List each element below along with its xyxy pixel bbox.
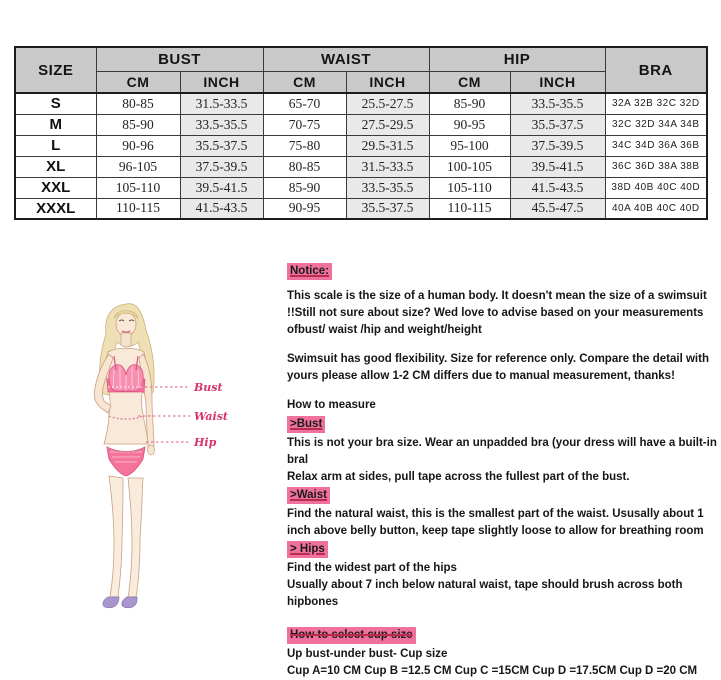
bust-inch-cell: 41.5-43.5 xyxy=(180,198,263,219)
bust-section-heading: >Bust xyxy=(287,416,325,433)
subheader-bust-cm: CM xyxy=(96,71,180,93)
hips-section-heading: > Hips xyxy=(287,541,328,558)
bra-cell: 36C 36D 38A 38B xyxy=(605,156,707,177)
bust-cm-cell: 85-90 xyxy=(96,114,180,135)
col-header-hip: HIP xyxy=(429,47,605,71)
subheader-hip-inch: INCH xyxy=(510,71,605,93)
subheader-waist-inch: INCH xyxy=(346,71,429,93)
waist-inch-cell: 25.5-27.5 xyxy=(346,93,429,114)
woman-sketch xyxy=(62,300,242,624)
bra-cell: 38D 40B 40C 40D xyxy=(605,177,707,198)
subheader-waist-cm: CM xyxy=(263,71,346,93)
waist-cm-cell: 80-85 xyxy=(263,156,346,177)
bust-inch-cell: 35.5-37.5 xyxy=(180,135,263,156)
bra-cell: 34C 34D 36A 36B xyxy=(605,135,707,156)
size-cell: XXL xyxy=(15,177,96,198)
waist-instruction: Find the natural waist, this is the smallest part of the waist. Ususally about 1 inch above belly button, keep tape slightly loose to allow for breathing room xyxy=(287,508,704,537)
waist-cm-cell: 85-90 xyxy=(263,177,346,198)
bust-cm-cell: 80-85 xyxy=(96,93,180,114)
waist-cm-cell: 75-80 xyxy=(263,135,346,156)
hip-cm-cell: 85-90 xyxy=(429,93,510,114)
notice-body: This scale is the size of a human body. It doesn't mean the size of a swimsuit !!Still not sure about size? Wed love to advise based on your measurements ofbust/ waist /hip and weight/height xyxy=(287,290,707,336)
notice-heading: Notice: xyxy=(287,263,332,280)
table-row-xxxl xyxy=(15,198,707,219)
hips-instruction-1: Find the widest part of the hips xyxy=(287,562,457,574)
bust-inch-cell: 37.5-39.5 xyxy=(180,156,263,177)
cup-size-values: Cup A=10 CM Cup B =12.5 CM Cup C =15CM Cup D =17.5CM Cup D =20 CM xyxy=(287,665,698,677)
subheader-hip-cm: CM xyxy=(429,71,510,93)
bust-inch-cell: 33.5-35.5 xyxy=(180,114,263,135)
waist-inch-cell: 27.5-29.5 xyxy=(346,114,429,135)
cup-size-formula: Up bust-under bust- Cup size xyxy=(287,648,448,660)
subheader-bust-inch: INCH xyxy=(180,71,263,93)
bra-cell: 40A 40B 40C 40D xyxy=(605,198,707,219)
hip-inch-cell: 41.5-43.5 xyxy=(510,177,605,198)
table-row-xl xyxy=(15,156,707,177)
col-header-size: SIZE xyxy=(15,47,96,93)
bust-inch-cell: 39.5-41.5 xyxy=(180,177,263,198)
waist-inch-cell: 31.5-33.5 xyxy=(346,156,429,177)
hip-inch-cell: 37.5-39.5 xyxy=(510,135,605,156)
how-to-measure-heading: How to measure xyxy=(287,399,376,411)
bust-instruction-2: Relax arm at sides, pull tape across the fullest part of the bust. xyxy=(287,471,630,483)
bra-cell: 32A 32B 32C 32D xyxy=(605,93,707,114)
size-cell: XXXL xyxy=(15,198,96,219)
waist-label: Waist xyxy=(194,410,228,423)
hip-label: Hip xyxy=(194,436,217,449)
bra-cell: 32C 32D 34A 34B xyxy=(605,114,707,135)
bust-cm-cell: 96-105 xyxy=(96,156,180,177)
waist-section-heading: >Waist xyxy=(287,487,330,504)
hip-inch-cell: 45.5-47.5 xyxy=(510,198,605,219)
cup-size-heading: How to select cup size xyxy=(287,627,416,644)
size-cell: M xyxy=(15,114,96,135)
table-row-xxl xyxy=(15,177,707,198)
measurement-figure-illustration xyxy=(62,300,242,624)
waist-inch-cell: 29.5-31.5 xyxy=(346,135,429,156)
waist-cm-cell: 90-95 xyxy=(263,198,346,219)
bust-label: Bust xyxy=(194,381,223,394)
col-header-waist: WAIST xyxy=(263,47,429,71)
table-row-l xyxy=(15,135,707,156)
col-header-bust: BUST xyxy=(96,47,263,71)
size-cell: XL xyxy=(15,156,96,177)
hip-cm-cell: 100-105 xyxy=(429,156,510,177)
hip-inch-cell: 33.5-35.5 xyxy=(510,93,605,114)
waist-inch-cell: 35.5-37.5 xyxy=(346,198,429,219)
table-row-s xyxy=(15,93,707,114)
hip-cm-cell: 95-100 xyxy=(429,135,510,156)
bust-cm-cell: 90-96 xyxy=(96,135,180,156)
bust-inch-cell: 31.5-33.5 xyxy=(180,93,263,114)
measurement-guide xyxy=(287,263,721,680)
hip-cm-cell: 110-115 xyxy=(429,198,510,219)
col-header-bra: BRA xyxy=(605,47,707,93)
table-row-m xyxy=(15,114,707,135)
flexibility-note: Swimsuit has good flexibility. Size for reference only. Compare the detail with yours please allow 1-2 CM differs due to manual measurement, thanks! xyxy=(287,353,709,382)
size-cell: S xyxy=(15,93,96,114)
bust-cm-cell: 105-110 xyxy=(96,177,180,198)
hips-instruction-2: Usually about 7 inch below natural waist, tape should brush across both hipbones xyxy=(287,579,683,608)
bust-instruction-1: This is not your bra size. Wear an unpadded bra (your dress will have a built-in bral xyxy=(287,437,717,466)
hip-inch-cell: 39.5-41.5 xyxy=(510,156,605,177)
waist-cm-cell: 65-70 xyxy=(263,93,346,114)
bust-cm-cell: 110-115 xyxy=(96,198,180,219)
hip-inch-cell: 35.5-37.5 xyxy=(510,114,605,135)
waist-inch-cell: 33.5-35.5 xyxy=(346,177,429,198)
size-table xyxy=(14,46,708,220)
hip-cm-cell: 105-110 xyxy=(429,177,510,198)
waist-cm-cell: 70-75 xyxy=(263,114,346,135)
size-cell: L xyxy=(15,135,96,156)
hip-cm-cell: 90-95 xyxy=(429,114,510,135)
